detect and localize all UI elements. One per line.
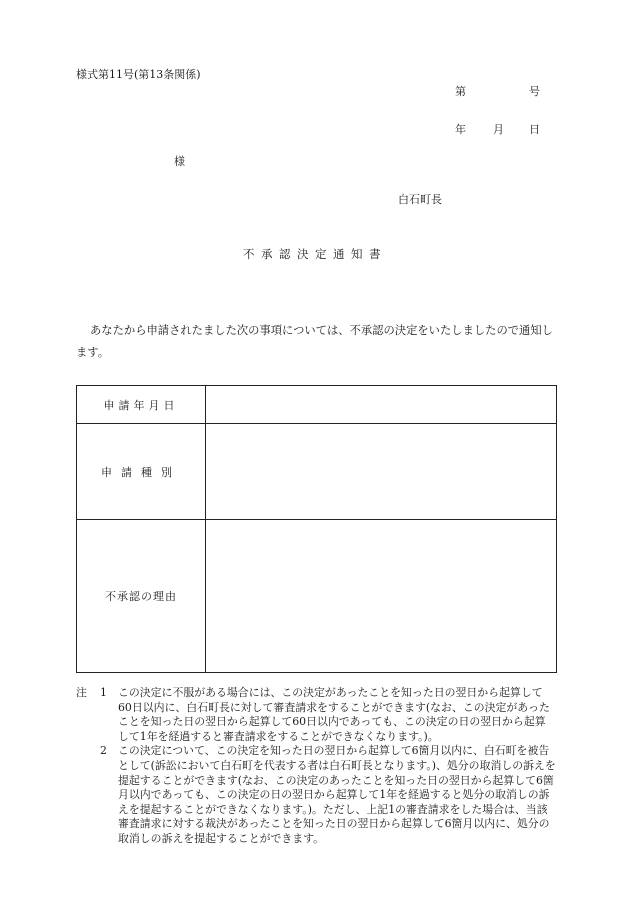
date-day: 日 [529, 123, 540, 136]
number-prefix: 第 [455, 85, 466, 98]
note-item [76, 686, 556, 744]
number-suffix: 号 [529, 85, 540, 98]
note-item [76, 744, 556, 846]
label-application-type: 申請種別 [77, 424, 206, 520]
table-row [77, 424, 557, 520]
note-number: 2 [100, 744, 107, 758]
table-row [77, 520, 557, 673]
value-application-date [206, 386, 557, 424]
date-year: 年 [455, 123, 466, 136]
addressee: 様 [174, 155, 185, 168]
note-text: この決定について、この決定を知った日の翌日から起算して6箇月以内に、白石町を被告として(訴訟において白石町を代表する者は白石町長となります。)、処分の取消しの訴えを提起することができます(なお、この決定のあったことを知った日の翌日から起算して6箇月以内であっても、この決定の日の翌日から起算して1年を経過すると処分の取消しの訴えを提起することができなくなります。)。ただし、上記1の審査請求をした場合は、当該審査請求に対する裁決があったことを知った日の翌日から起算して6箇月以内に、処分の取消しの訴えを提起することができます。 [118, 744, 556, 845]
value-application-type [206, 424, 557, 520]
label-application-date: 申請年月日 [77, 386, 206, 424]
form-number: 様式第11号(第13条関係) [76, 68, 201, 81]
notes [76, 686, 556, 847]
body-text: あなたから申請されたました次の事項については、不承認の決定をいたしましたので通知します。 [76, 324, 553, 359]
application-table [76, 385, 557, 673]
notes-marker: 注 [76, 686, 87, 699]
issuer: 白石町長 [398, 193, 442, 206]
label-rejection-reason: 不承認の理由 [77, 520, 206, 673]
table-row [77, 386, 557, 424]
value-rejection-reason [206, 520, 557, 673]
note-number: 1 [100, 686, 107, 699]
document-title: 不承認決定通知書 [243, 247, 387, 261]
date-month: 月 [493, 123, 504, 136]
note-text: この決定に不服がある場合には、この決定があったことを知った日の翌日から起算して60日以内に、白石町長に対して審査請求をすることができます(なお、この決定があったことを知った日の翌日から起算して60日以内であっても、この決定の日の翌日から起算して1年を経過すると審査請求をすることができなくなります。)。 [118, 686, 550, 743]
